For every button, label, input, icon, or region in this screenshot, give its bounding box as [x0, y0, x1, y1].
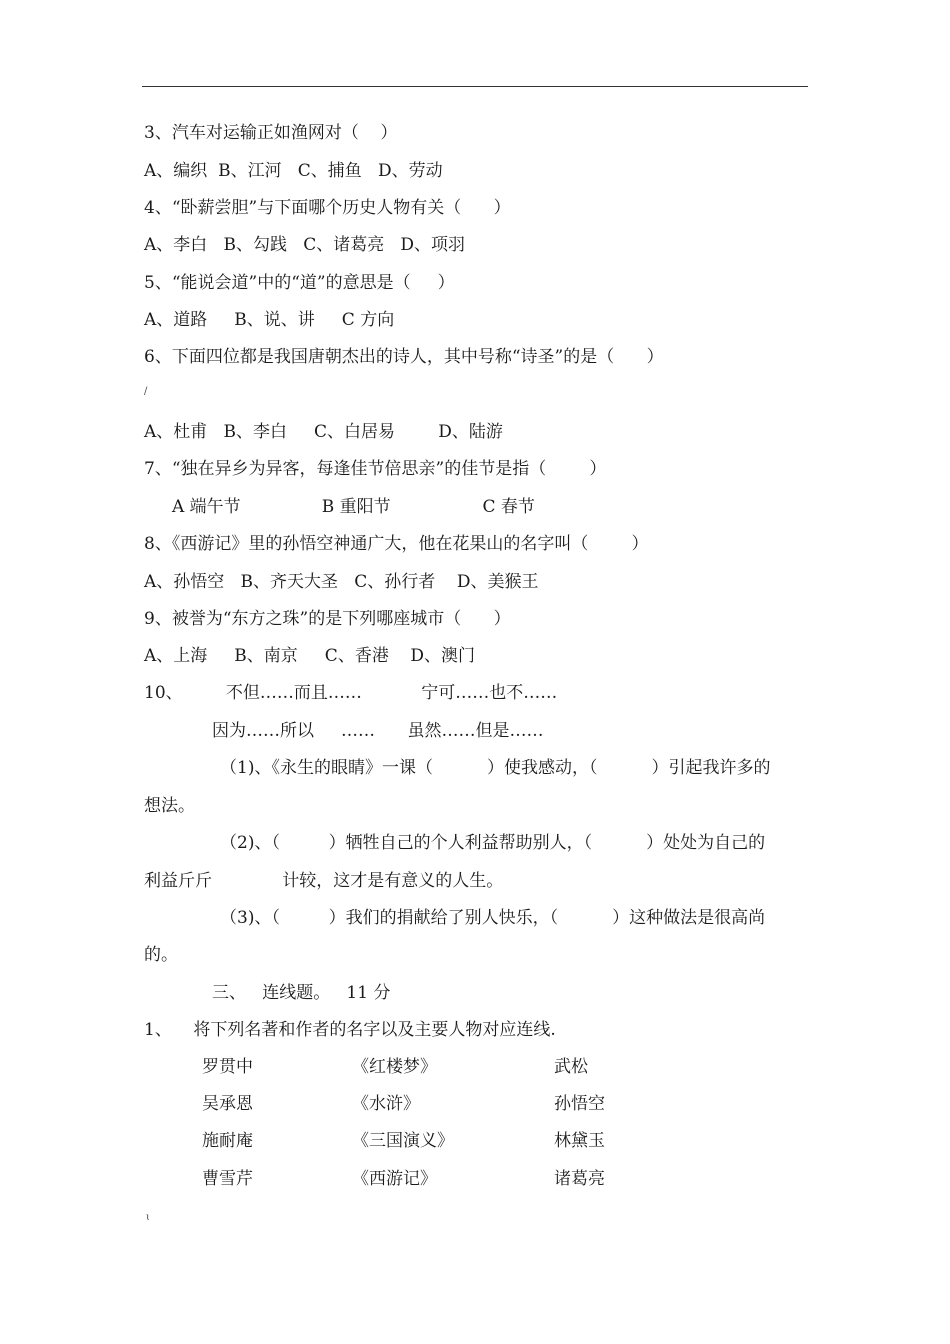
character-item: 诸葛亮 — [554, 1169, 605, 1189]
question-10-item-1: （1)、《永生的眼睛》一课（ ）使我感动，（ ）引起我许多的 — [220, 758, 771, 778]
author-item: 吴承恩 — [202, 1094, 253, 1114]
question-7-options: A 端午节 B 重阳节 C 春节 — [172, 497, 535, 517]
question-10-item-3-cont: 的。 — [144, 945, 178, 965]
question-5-options: A、道路 B、说、讲 C 方向 — [144, 310, 395, 330]
question-10-item-2: （2)、（ ）牺牲自己的个人利益帮助别人，（ ）处处为自己的 — [220, 833, 766, 853]
author-item: 曹雪芹 — [202, 1169, 253, 1189]
stray-mark: ɩ — [146, 1212, 150, 1223]
question-3: 3、汽车对运输正如渔网对（ ） — [144, 123, 398, 143]
question-4-options: A、李白 B、勾践 C、诸葛亮 D、项羽 — [144, 235, 466, 255]
character-item: 林黛玉 — [554, 1131, 605, 1151]
book-item: 《三国演义》 — [352, 1131, 454, 1151]
character-item: 武松 — [554, 1057, 588, 1077]
question-10-item-2-cont: 利益斤斤 计较，这才是有意义的人生。 — [144, 871, 504, 891]
question-10-item-3: （3)、（ ）我们的捐献给了别人快乐，（ ）这种做法是很高尚 — [220, 908, 766, 928]
matching-instruction: 1、 将下列名著和作者的名字以及主要人物对应连线. — [144, 1020, 556, 1040]
section-3-heading: 三、 连线题。 11 分 — [212, 983, 391, 1003]
question-8: 8、《西游记》里的孙悟空神通广大，他在花果山的名字叫（ ） — [144, 534, 649, 554]
question-10-conjunctions-row2: 因为……所以 …… 虽然……但是…… — [212, 721, 544, 741]
question-10-item-1-cont: 想法。 — [144, 796, 195, 816]
stray-mark: / — [144, 386, 148, 397]
question-9: 9、被誉为“东方之珠”的是下列哪座城市（ ） — [144, 609, 511, 629]
question-9-options: A、上海 B、南京 C、香港 D、澳门 — [144, 646, 476, 666]
author-item: 罗贯中 — [202, 1057, 253, 1077]
question-5: 5、“能说会道”中的“道”的意思是（ ） — [144, 273, 455, 293]
book-item: 《水浒》 — [352, 1094, 420, 1114]
book-item: 《西游记》 — [352, 1169, 437, 1189]
question-8-options: A、孙悟空 B、齐天大圣 C、孙行者 D、美猴王 — [144, 572, 539, 592]
book-item: 《红楼梦》 — [352, 1057, 437, 1077]
question-6: 6、下面四位都是我国唐朝杰出的诗人，其中号称“诗圣”的是（ ） — [144, 347, 664, 367]
character-item: 孙悟空 — [554, 1094, 605, 1114]
author-item: 施耐庵 — [202, 1131, 253, 1151]
question-7: 7、“独在异乡为异客，每逢佳节倍思亲”的佳节是指（ ） — [144, 459, 607, 479]
question-6-options: A、杜甫 B、李白 C、白居易 D、陆游 — [144, 422, 503, 442]
question-10-conjunctions-row1: 10、 不但……而且…… 宁可……也不…… — [144, 683, 558, 703]
question-3-options: A、编织 B、江河 C、捕鱼 D、劳动 — [144, 161, 443, 181]
question-4: 4、“卧薪尝胆”与下面哪个历史人物有关（ ） — [144, 198, 511, 218]
header-rule — [142, 86, 808, 87]
